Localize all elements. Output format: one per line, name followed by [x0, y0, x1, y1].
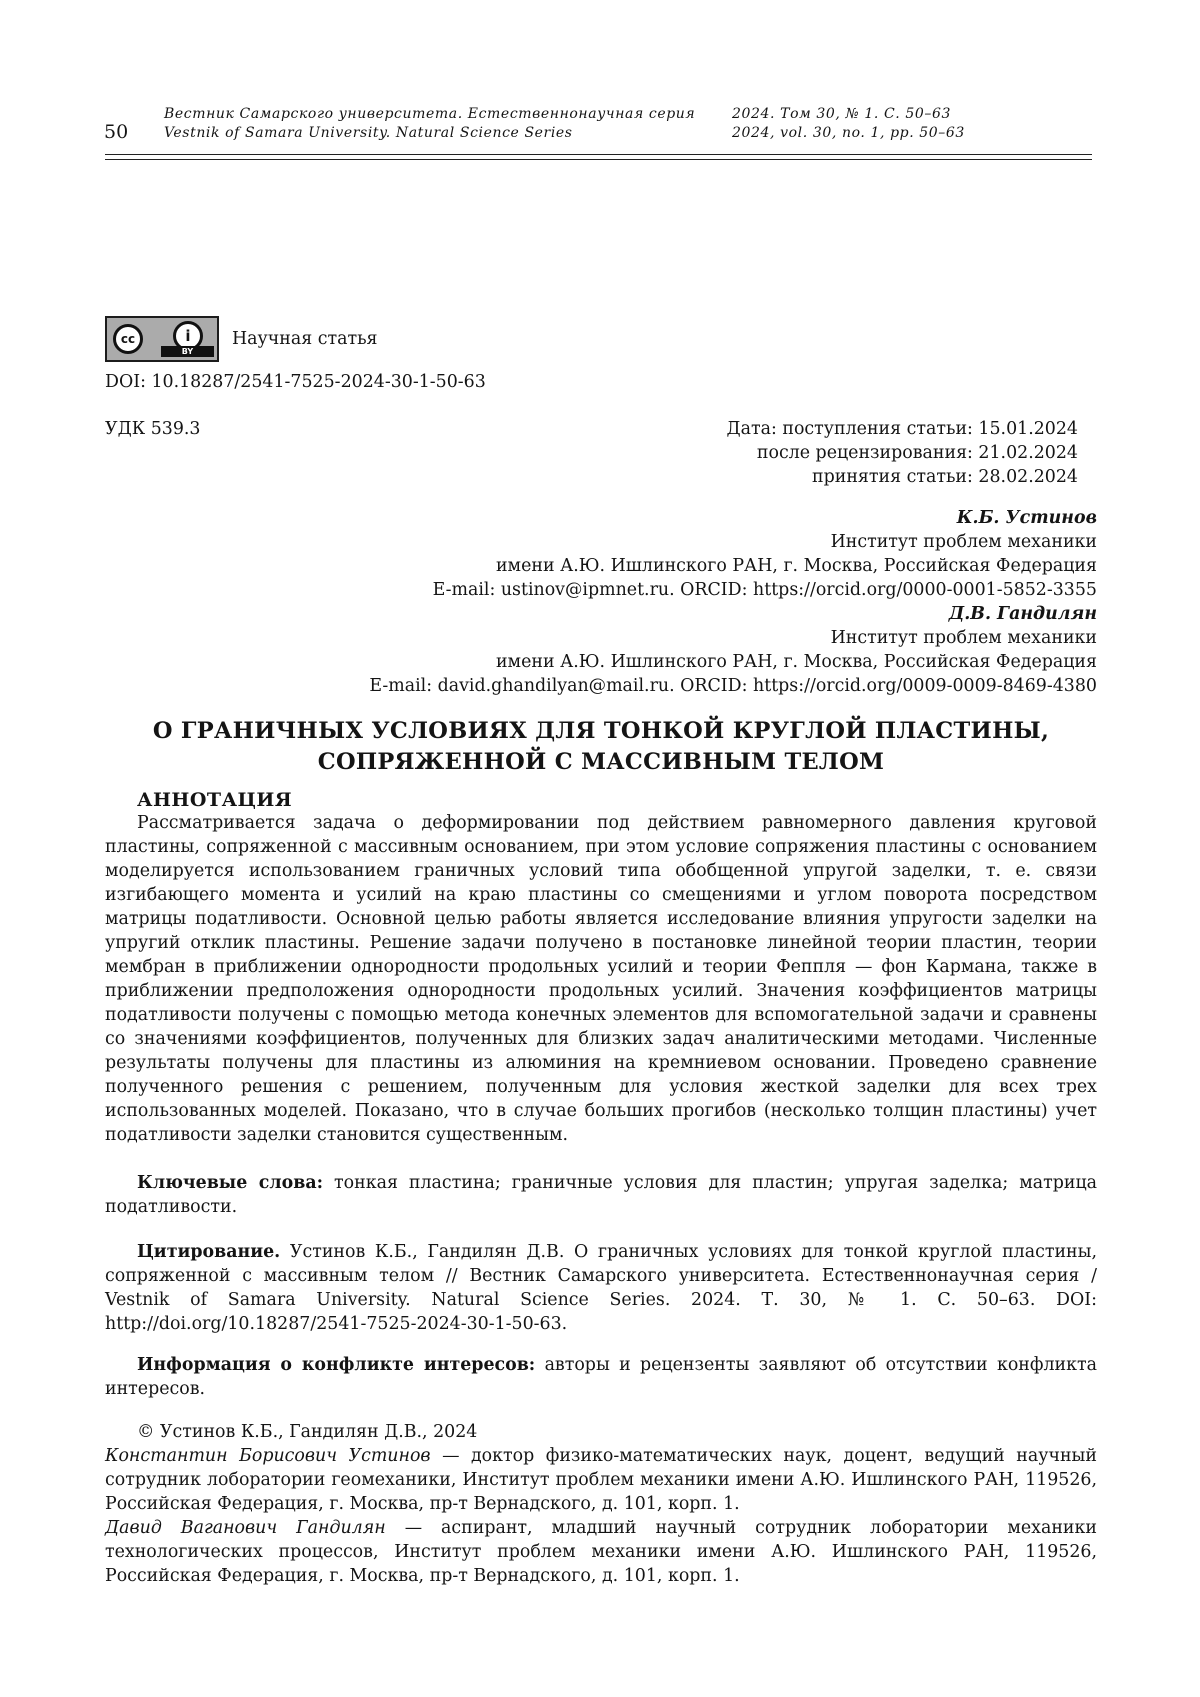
journal-name-ru: Вестник Самарского университета. Естественнонаучная серия — [164, 106, 696, 122]
keywords-label: Ключевые слова: — [137, 1173, 324, 1193]
bio-text: — аспирант, младший научный сотрудник лоборатории механики технологических процессов, Институт проблем механики имени А.Ю. Ишлинского РАН, 119526, Российская Федерация, г. Москва, пр-т Вернадского, д. 101, корп. 1. — [105, 1518, 1097, 1586]
article-type: Научная статья — [232, 329, 378, 349]
date-reviewed: после рецензирования: 21.02.2024 — [756, 443, 1078, 463]
author-contact[interactable]: E-mail: ustinov@ipmnet.ru. ORCID: https://orcid.org/0000-0001-5852-3355 — [432, 580, 1097, 600]
bio-text: — доктор физико-математических наук, доцент, ведущий научный сотрудник лоборатории геомеханики, Институт проблем механики имени А.Ю. Ишлинского РАН, 119526, Российская Федерация, г. Москва, пр-т Вернадского, д. 101, корп. 1. — [105, 1446, 1097, 1514]
abstract-text: Рассматривается задача о деформировании под действием равномерного давления круговой пластины, сопряженной с массивным основанием, при этом условие сопряжения пластины с основанием моделируется использованием граничных условий типа обобщенной упругой заделки, т. е. связи изгибающего момента и усилий на краю пластины со смещениями и углом поворота посредством матрицы податливости. Основной целью работы является исследование влияния упругости заделки на упругий отклик пластины. Решение задачи получено в постановке линейной теории пластин, теории мембран в приближении однородности продольных усилий и теории Феппля — фон Кармана, также в приближении предположения однородности продольных усилий. Значения коэффициентов матрицы податливости получены с помощью метода конечных элементов для вспомогательной задачи и сравнены со значениями коэффициентов, полученных для близких задач аналитическими методами. Численные результаты получены для пластины из алюминия на кремниевом основании. Проведено сравнение полученного решения с решением, полученным для условия жесткой заделки для всех трех использованных моделей. Показано, что в случае больших прогибов (несколько толщин пластины) учет податливости заделки становится существенным. — [105, 813, 1097, 1145]
abstract-heading: АННОТАЦИЯ — [137, 789, 293, 811]
author-block — [300, 506, 1097, 698]
bio-name: Константин Борисович Устинов — [105, 1446, 431, 1466]
citation — [105, 1240, 1097, 1336]
header-rule-bottom — [105, 159, 1092, 160]
udk: УДК 539.3 — [105, 419, 201, 439]
author-bio — [105, 1444, 1097, 1516]
title-line-1: О ГРАНИЧНЫХ УСЛОВИЯХ ДЛЯ ТОНКОЙ КРУГЛОЙ ПЛАСТИНЫ, — [152, 718, 1050, 744]
header-rule-top — [105, 154, 1092, 155]
keywords-text: тонкая пластина; граничные условия для пластин; упругая заделка; матрица податливости. — [105, 1173, 1098, 1217]
citation-label: Цитирование. — [137, 1242, 281, 1262]
date-accepted: принятия статьи: 28.02.2024 — [812, 467, 1078, 487]
title-line-2: СОПРЯЖЕННОЙ С МАССИВНЫМ ТЕЛОМ — [317, 749, 885, 775]
conflict-label: Информация о конфликте интересов: — [137, 1355, 536, 1375]
article-dates — [600, 417, 1078, 489]
conflict-text: авторы и рецензенты заявляют об отсутствии конфликта интересов. — [105, 1355, 1097, 1399]
author-institution-city: имени А.Ю. Ишлинского РАН, г. Москва, Российская Федерация — [495, 652, 1097, 672]
author-name: К.Б. Устинов — [956, 508, 1097, 528]
copyright: © Устинов К.Б., Гандилян Д.В., 2024 — [137, 1422, 478, 1442]
creative-commons-by-icon[interactable] — [105, 316, 219, 362]
bio-name: Давид Ваганович Гандилян — [105, 1518, 386, 1538]
author-institution-city: имени А.Ю. Ишлинского РАН, г. Москва, Российская Федерация — [495, 556, 1097, 576]
journal-name — [164, 105, 695, 143]
keywords — [105, 1171, 1097, 1219]
author-name: Д.В. Гандилян — [948, 604, 1097, 624]
cc-icon: cc — [113, 324, 143, 354]
attribution-icon: i — [173, 321, 203, 351]
by-label: BY — [161, 346, 214, 357]
conflict-of-interest — [105, 1353, 1097, 1401]
article-title — [105, 716, 1097, 778]
journal-name-en: Vestnik of Samara University. Natural Science Series — [164, 125, 573, 141]
date-received: Дата: поступления статьи: 15.01.2024 — [726, 419, 1078, 439]
doi[interactable]: DOI: 10.18287/2541-7525-2024-30-1-50-63 — [105, 372, 486, 392]
issue-info-ru: 2024. Том 30, № 1. С. 50–63 — [732, 106, 952, 122]
page-number: 50 — [104, 121, 129, 143]
citation-text: Устинов К.Б., Гандилян Д.В. О граничных условиях для тонкой круглой пластины, сопряженной с массивным телом // Вестник Самарского университета. Естественнонаучная серия / Vestnik of Samara University. Natural Science Series. 2024. Т. 30, № 1. С. 50–63. DOI: http://doi.org/10.18287/2541-7525-2024-30-1-50-63. — [105, 1242, 1097, 1334]
issue-info — [732, 105, 965, 143]
author-bio — [105, 1516, 1097, 1588]
author-contact[interactable]: E-mail: david.ghandilyan@mail.ru. ORCID: https://orcid.org/0009-0009-8469-4380 — [369, 676, 1097, 696]
issue-info-en: 2024, vol. 30, no. 1, pp. 50–63 — [732, 125, 965, 141]
author-institution: Институт проблем механики — [830, 532, 1097, 552]
author-institution: Институт проблем механики — [830, 628, 1097, 648]
